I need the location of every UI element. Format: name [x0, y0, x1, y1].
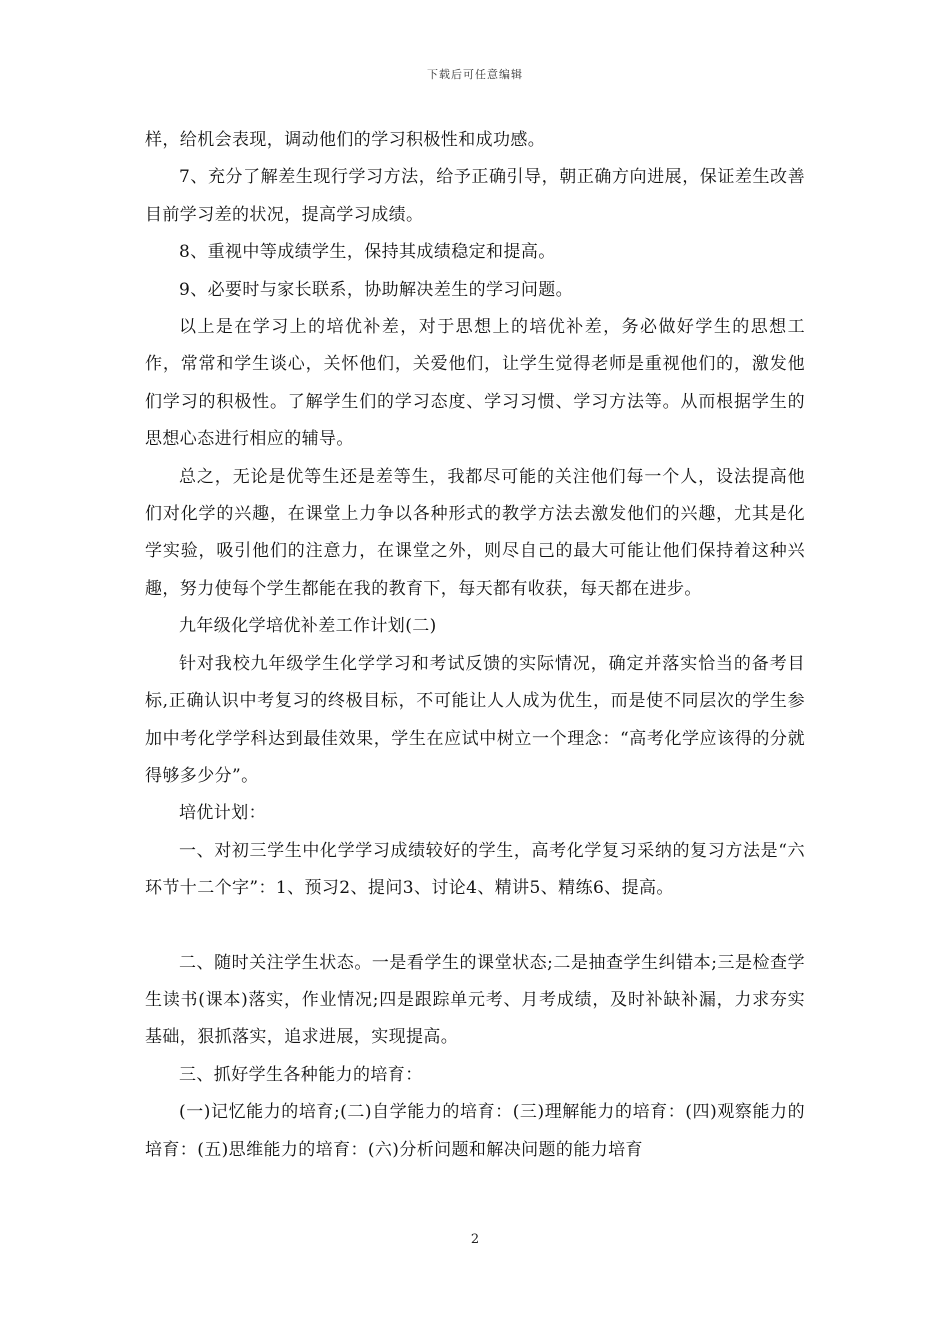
paragraph-intro: 针对我校九年级学生化学学习和考试反馈的实际情况，确定并落实恰当的备考目标,正确认识中考复习的终极目标，不可能让人人成为优生，而是使不同层次的学生参加中考化学学科达到最佳效果，学生在应试中树立一个理念：“高考化学应该得的分就得够多少分”。: [145, 653, 805, 786]
paragraph-point-2: 二、随时关注学生状态。一是看学生的课堂状态;二是抽查学生纠错本;三是检查学生读书(课本)落实，作业情况;四是跟踪单元考、月考成绩，及时补缺补漏，力求夯实基础，狠抓落实，追求进展，实现提高。: [145, 952, 805, 1048]
page-header: 下载后可任意编辑: [427, 68, 523, 81]
page-number: 2: [470, 1232, 480, 1247]
paragraph-thought-support: 以上是在学习上的培优补差，对于思想上的培优补差，务必做好学生的思想工作，常常和学生谈心，关怀他们，关爱他们，让学生觉得老师是重视他们的，激发他们学习的积极性。了解学生们的学习态度、学习习惯、学习方法等。从而根据学生的思想心态进行相应的辅导。: [145, 317, 805, 450]
document-body: [145, 122, 805, 1169]
paragraph-summary: 总之，无论是优等生还是差等生，我都尽可能的关注他们每一个人，设法提高他们对化学的兴趣，在课堂上力争以各种形式的教学方法去激发他们的兴趣，尤其是化学实验，吸引他们的注意力，在课堂之外，则尽自己的最大可能让他们保持着这种兴趣，努力使每个学生都能在我的教育下，每天都有收获，每天都在进步。: [145, 466, 805, 599]
paragraph-item-7: 7、充分了解差生现行学习方法，给予正确引导，朝正确方向进展，保证差生改善目前学习差的状况，提高学习成绩。: [145, 167, 805, 225]
paragraph-item-8: 8、重视中等成绩学生，保持其成绩稳定和提高。: [179, 242, 556, 263]
subheading-plan: 培优计划：: [179, 803, 266, 824]
paragraph-point-1: 一、对初三学生中化学学习成绩较好的学生，高考化学复习采纳的复习方法是“六环节十二个字”：1、预习2、提问3、讨论4、精讲5、精练6、提高。: [145, 840, 805, 899]
paragraph-item-9: 9、必要时与家长联系，协助解决差生的学习问题。: [179, 279, 574, 300]
paragraph-continuation: 样，给机会表现，调动他们的学习积极性和成功感。: [145, 130, 546, 150]
section-title: 九年级化学培优补差工作计划(二): [179, 616, 437, 637]
paragraph-abilities: (一)记忆能力的培育;(二)自学能力的培育：(三)理解能力的培育：(四)观察能力的培育：(五)思维能力的培育：(六)分析问题和解决问题的能力培育: [145, 1102, 805, 1160]
paragraph-point-3: 三、抓好学生各种能力的培育：: [179, 1064, 423, 1085]
